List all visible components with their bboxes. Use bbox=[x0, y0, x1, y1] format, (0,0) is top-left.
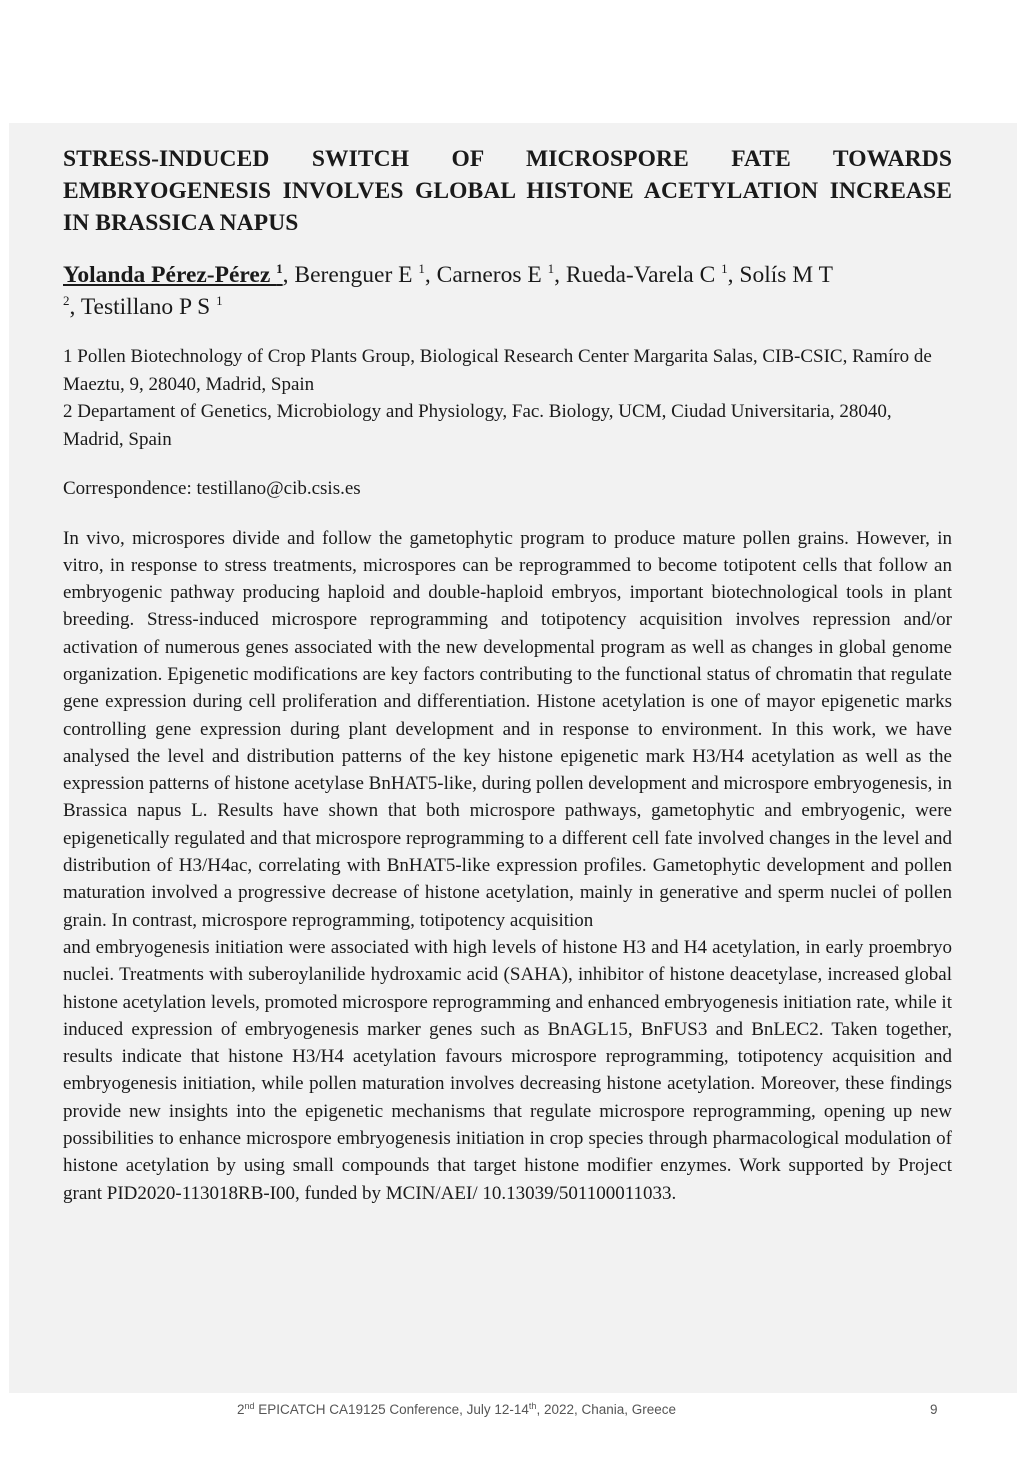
abstract-content bbox=[63, 143, 952, 1207]
author-list: Yolanda Pérez-Pérez $^1$, Berenguer E $^1$, Carneros E $^1$, Rueda-Varela C $^1$, Solís M T $^2$, Testillano P S $^1$ bbox=[63, 261, 834, 320]
abstract-part-2: and embryogenesis initiation were associated with high levels of histone H3 and H4 acetylation, in early proembryo nuclei. Treatments with suberoylanilide hydroxamic acid (SAHA), inhibitor of histone deacetylase, increased global histone acetylation levels, promoted microspore reprogramming and enhanced embryogenesis initiation rate, while it induced expression of embryogenesis marker genes such as BnAGL15, BnFUS3 and BnLEC2. Taken together, results indicate that histone H3/H4 acetylation favours microspore reprogramming, totipotency acquisition and embryogenesis initiation, while pollen maturation involves decreasing histone acetylation. Moreover, these findings provide new insights into the epigenetic mechanisms that regulate microspore reprogramming, opening up new possibilities to enhance microspore embryogenesis initiation in crop species through pharmacological modulation of histone acetylation by using small compounds that target histone modifier enzymes. Work supported by Project grant PID2020-113018RB-I00, funded by MCIN/AEI/ 10.13039/501100011033. bbox=[63, 936, 952, 1204]
abstract-body bbox=[63, 525, 952, 1207]
affiliation-2: 2 Departament of Genetics, Microbiology and Physiology, Fac. Biology, UCM, Ciudad Universitaria, 28040, Madrid, Spain bbox=[63, 401, 892, 450]
presenting-author: Yolanda Pérez-Pérez $^1$ bbox=[63, 261, 283, 288]
affiliation-1: 1 Pollen Biotechnology of Crop Plants Group, Biological Research Center Margarita Salas, CIB-CSIC, Ramíro de Maeztu, 9, 28040, Madrid, Spain bbox=[63, 346, 932, 395]
paper-title: STRESS-INDUCED SWITCH OF MICROSPORE FATE TOWARDS EMBRYOGENESIS INVOLVES GLOBAL HISTONE ACETYLATION INCREASE IN BRASSICA NAPUS bbox=[63, 146, 952, 236]
author-6: , Testillano P S bbox=[69, 294, 217, 320]
page-number: 9 bbox=[930, 1402, 938, 1417]
correspondence: Correspondence: testillano@cib.csis.es bbox=[63, 478, 361, 499]
abstract-part-1: In vivo, microspores divide and follow the gametophytic program to produce mature pollen grains. However, in vitro, in response to stress treatments, microspores can be reprogrammed to become totipotent cells that follow an embryogenic pathway producing haploid and double-haploid embryos, important biotechnological tools in plant breeding. Stress-induced microspore reprogramming and totipotency acquisition involves repression and/or activation of numerous genes associated with the new developmental program as well as changes in global genome organization. Epigenetic modifications are key factors contributing to the functional status of chromatin that regulate gene expression during cell proliferation and differentiation. Histone acetylation is one of mayor epigenetic marks controlling gene expression during plant development and in response to environment. In this work, we have analysed the level and distribution patterns of the key histone epigenetic mark H3/H4 acetylation as well as the expression patterns of histone acetylase BnHAT5-like, during pollen development and microspore embryogenesis, in Brassica napus L. Results have shown that both microspore pathways, gametophytic and embryogenic, were epigenetically regulated and that microspore reprogramming to a different cell fate involved changes in the level and distribution of H3/H4ac, correlating with BnHAT5-like expression profiles. Gametophytic development and pollen maturation involved a progressive decrease of histone acetylation, mainly in generative and sperm nuclei of pollen grain. In contrast, microspore reprogramming, totipotency acquisition bbox=[63, 527, 952, 931]
author-3: , Carneros E bbox=[424, 262, 548, 288]
author-4: , Rueda-Varela C bbox=[554, 262, 722, 288]
author-5: , Solís M T bbox=[727, 262, 834, 288]
conference-label: 2nd EPICATCH CA19125 Conference, July 12-14th, 2022, Chania, Greece bbox=[237, 1401, 677, 1417]
affiliations bbox=[63, 343, 952, 453]
author-2: , Berenguer E bbox=[282, 262, 419, 288]
